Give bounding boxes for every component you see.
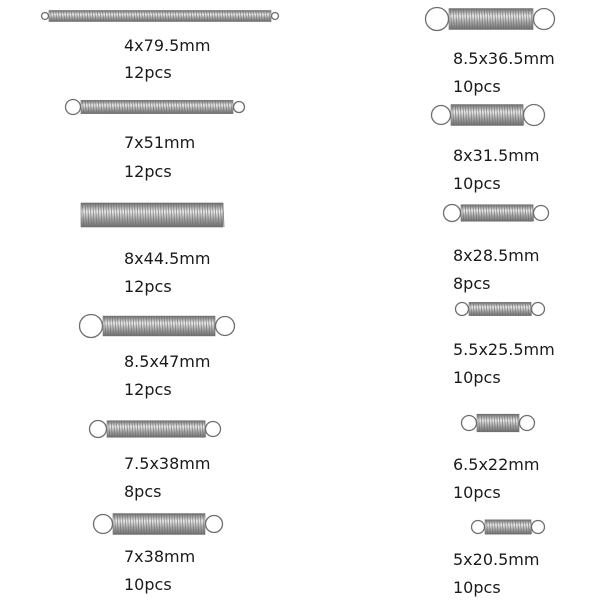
extension-spring-icon	[64, 95, 246, 119]
spring-hook-right	[524, 105, 545, 126]
spring-hook-left	[426, 8, 449, 31]
extension-spring-icon	[78, 308, 236, 344]
spring-hook-right	[532, 303, 545, 316]
spring-coil-body	[81, 203, 223, 227]
spring-qty-label: 12pcs	[124, 380, 172, 399]
spring-size-label: 8x28.5mm	[453, 246, 540, 265]
spring-hook-right	[206, 516, 223, 533]
spring-size-label: 7.5x38mm	[124, 454, 211, 473]
spring-hook-left	[456, 303, 469, 316]
spring-hook-left	[462, 416, 477, 431]
spring-size-label: 6.5x22mm	[453, 455, 540, 474]
spring-hook-left	[94, 515, 113, 534]
spring-size-label: 5x20.5mm	[453, 550, 540, 569]
spring-size-label: 4x79.5mm	[124, 36, 211, 55]
extension-spring-icon	[460, 407, 536, 439]
spring-qty-label: 10pcs	[453, 483, 501, 502]
spring-hook-right	[206, 422, 221, 437]
spring-qty-label: 10pcs	[453, 174, 501, 193]
extension-spring-icon	[430, 96, 546, 134]
spring-qty-label: 10pcs	[124, 575, 172, 594]
extension-spring-icon	[92, 505, 224, 543]
spring-size-label: 7x51mm	[124, 133, 196, 152]
spring-qty-label: 8pcs	[453, 274, 491, 293]
spring-hook-left	[432, 106, 451, 125]
extension-spring-icon	[454, 297, 546, 321]
extension-spring-icon	[470, 514, 546, 540]
spring-qty-label: 10pcs	[453, 77, 501, 96]
spring-hook-left	[42, 13, 49, 20]
spring-hook-left	[444, 205, 461, 222]
spring-hook-right	[520, 416, 535, 431]
spring-qty-label: 8pcs	[124, 482, 162, 501]
spring-qty-label: 10pcs	[453, 368, 501, 387]
spring-qty-label: 12pcs	[124, 162, 172, 181]
spring-hook-right	[234, 102, 245, 113]
extension-spring-icon	[40, 6, 280, 26]
spring-hook-left	[472, 521, 485, 534]
spring-hook-left	[80, 315, 103, 338]
spring-hook-right	[216, 317, 235, 336]
spring-hook-left	[90, 421, 107, 438]
spring-qty-label: 12pcs	[124, 63, 172, 82]
spring-size-label: 5.5x25.5mm	[453, 340, 555, 359]
spring-size-label: 8x44.5mm	[124, 249, 211, 268]
spring-qty-label: 12pcs	[124, 277, 172, 296]
spring-size-label: 8.5x47mm	[124, 352, 211, 371]
spring-hook-right	[534, 206, 549, 221]
spring-size-label: 8.5x36.5mm	[453, 49, 555, 68]
spring-hook-right	[532, 521, 545, 534]
spring-size-label: 8x31.5mm	[453, 146, 540, 165]
spring-hook-right	[272, 13, 279, 20]
compression-spring-icon	[80, 200, 224, 230]
extension-spring-icon	[442, 198, 550, 228]
spring-qty-label: 10pcs	[453, 578, 501, 597]
spring-size-label: 7x38mm	[124, 547, 196, 566]
extension-spring-icon	[424, 0, 556, 38]
spring-hook-left	[66, 100, 81, 115]
spring-hook-right	[534, 9, 555, 30]
extension-spring-icon	[88, 414, 222, 444]
